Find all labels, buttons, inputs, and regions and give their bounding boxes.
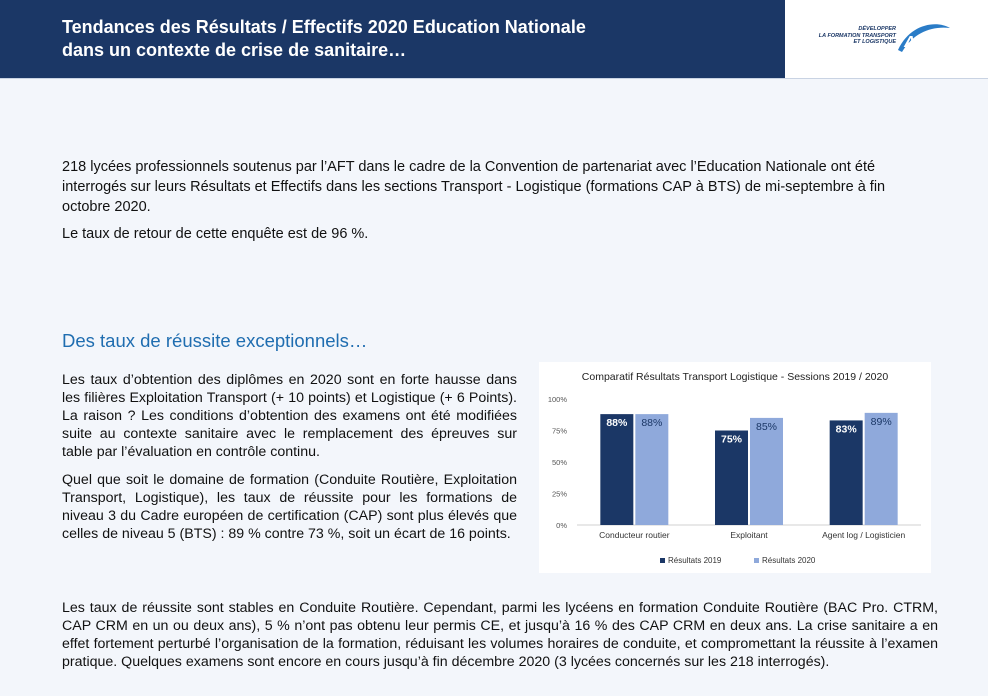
- logo-mark-text: AFT: [904, 34, 936, 51]
- x-tick-label: Exploitant: [730, 530, 768, 540]
- logo-tagline-line1: DÉVELOPPER: [858, 26, 896, 32]
- legend-swatch: [660, 558, 665, 563]
- bar-2020: [635, 414, 668, 525]
- bar-2019: [600, 414, 633, 525]
- header-divider: [0, 78, 988, 79]
- bar-2020: [750, 418, 783, 525]
- page-title-line2: dans un contexte de crise de sanitaire…: [62, 40, 407, 60]
- y-tick-label: 75%: [551, 426, 567, 436]
- y-tick-label: 25%: [551, 489, 567, 499]
- y-tick-label: 50%: [551, 458, 567, 467]
- results-chart: [539, 362, 931, 573]
- bar-data-label: 89%: [870, 415, 892, 428]
- section-paragraph-2: Quel que soit le domaine de formation (Conduite Routière, Exploitation Transport, Logistique), les taux de réussite pour les formations de niveau 3 du Cadre européen de certification (CAP) sont plus élevés que celles de niveau 5 (BTS) : 89 % contre 73 %, soit un écart de 16 points.: [62, 472, 517, 542]
- page-title-line1: Tendances des Résultats / Effectifs 2020 Education Nationale: [62, 17, 586, 37]
- intro-paragraph-1: 218 lycées professionnels soutenus par l’AFT dans le cadre de la Convention de partenariat avec l’Education Nationale ont été interrogés sur leurs Résultats et Effectifs dans les sections Transport - Logistique (formations CAP à BTS) de mi-septembre à fin octobre 2020.: [62, 159, 886, 215]
- bar-data-label: 83%: [835, 423, 857, 436]
- y-tick-label: 0%: [556, 521, 567, 530]
- y-tick-label: 100%: [547, 395, 567, 404]
- x-tick-label: Agent log / Logisticien: [822, 530, 906, 540]
- chart-plot: [539, 362, 931, 573]
- section-paragraph-1: Les taux d’obtention des diplômes en 2020 sont en forte hausse dans les filières Exploitation Transport (+ 10 points) et Logistique (+ 6 Points). La raison ? Les conditions d’obtention des examens ont été modifiées suite au contexte sanitaire avec le remplacement des épreuves sur table par l’évaluation en contrôle continu.: [62, 372, 517, 460]
- logo-tagline: [776, 26, 896, 46]
- x-tick-label: Conducteur routier: [599, 530, 670, 540]
- intro: [62, 157, 932, 251]
- logo: [785, 0, 988, 78]
- section-text-column: [62, 371, 517, 553]
- section-title: Des taux de réussite exceptionnels…: [62, 330, 368, 351]
- logo-tagline-line2: LA FORMATION TRANSPORT: [818, 32, 896, 39]
- logo-tagline-line3: ET LOGISTIQUE: [853, 39, 896, 45]
- bar-data-label: 75%: [720, 433, 743, 446]
- legend-label: Résultats 2019: [668, 556, 722, 565]
- bar-data-label: 88%: [606, 417, 628, 430]
- legend-swatch: [754, 558, 759, 563]
- legend-label: Résultats 2020: [762, 556, 816, 565]
- page-title: [62, 16, 762, 62]
- bar-data-label: 85%: [755, 420, 778, 433]
- section-paragraph-3: Les taux de réussite sont stables en Conduite Routière. Cependant, parmi les lycéens en formation Conduite Routière (BAC Pro. CTRM, CAP CRM en un ou deux ans), 5 % n’ont pas obtenu leur permis CE, et jusqu’à 16 % des CAP CRM en deux ans. La crise sanitaire a en effet fortement perturbé l’organisation de la formation, réduisant les volumes horaires de conduite, et compromettant la réussite à l’examen pratique. Quelques examens sont encore en cours jusqu’à fin décembre 2020 (3 lycées concernés sur les 218 interrogés).: [62, 600, 938, 670]
- section-text-full: [62, 599, 938, 671]
- bar-2019: [830, 420, 863, 525]
- bar-2020: [865, 413, 898, 525]
- header-banner: [0, 0, 785, 78]
- intro-paragraph-2: Le taux de retour de cette enquête est de 96 %.: [62, 226, 369, 242]
- chart-title: Comparatif Résultats Transport Logistique - Sessions 2019 / 2020: [581, 371, 889, 383]
- bar-data-label: 88%: [641, 417, 663, 430]
- aft-logo-icon: [892, 20, 954, 56]
